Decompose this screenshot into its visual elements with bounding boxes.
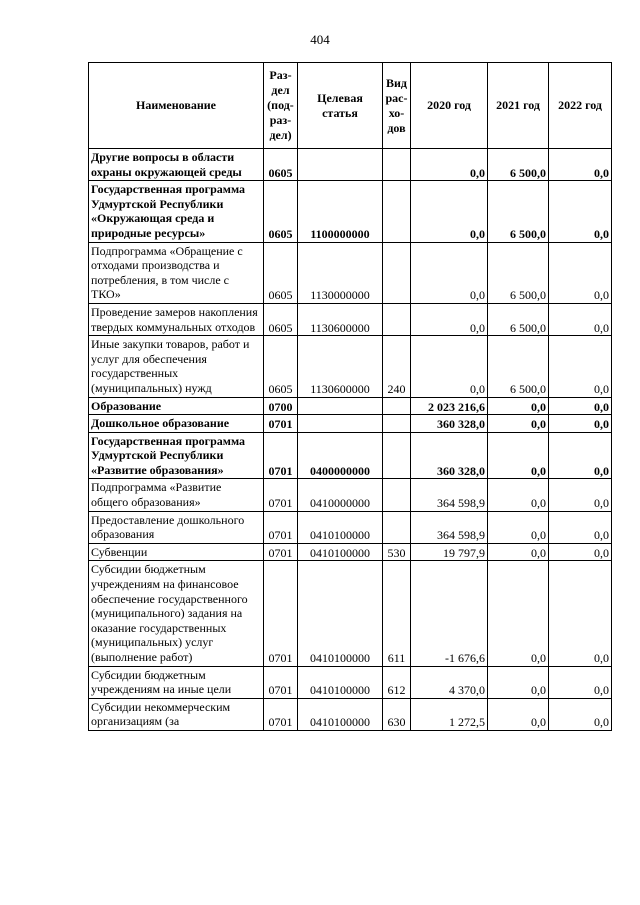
- row-2020-cell: 2 023 216,6: [411, 397, 488, 415]
- row-2021-cell: 0,0: [488, 479, 549, 511]
- row-2020-cell: 0,0: [411, 242, 488, 303]
- row-expense-type-cell: [383, 181, 411, 242]
- row-name-cell: Другие вопросы в области охраны окружающей среды: [89, 149, 264, 181]
- row-2021-cell: 0,0: [488, 432, 549, 479]
- row-expense-type-cell: 240: [383, 336, 411, 397]
- table-row: [89, 336, 612, 397]
- row-name-cell: Субсидии некоммерческим организациям (за: [89, 698, 264, 730]
- table-row: [89, 561, 612, 666]
- row-section-cell: 0605: [264, 303, 298, 335]
- header-2022: 2022 год: [549, 63, 612, 149]
- row-section-cell: 0701: [264, 415, 298, 433]
- row-2022-cell: 0,0: [549, 415, 612, 433]
- row-2022-cell: 0,0: [549, 181, 612, 242]
- row-name-cell: Иные закупки товаров, работ и услуг для обеспечения государственных (муниципальных) нужд: [89, 336, 264, 397]
- row-2021-cell: 0,0: [488, 397, 549, 415]
- table-row: [89, 149, 612, 181]
- row-name-cell: Субсидии бюджетным учреждениям на финансовое обеспечение государственного (муниципального) задания на оказание государственных (муниципальных) услуг (выполнение работ): [89, 561, 264, 666]
- row-expense-type-cell: [383, 415, 411, 433]
- row-name-cell: Субсидии бюджетным учреждениям на иные цели: [89, 666, 264, 698]
- row-2020-cell: 364 598,9: [411, 479, 488, 511]
- row-target-cell: 0400000000: [298, 432, 383, 479]
- table-row: [89, 397, 612, 415]
- table-row: [89, 479, 612, 511]
- row-section-cell: 0701: [264, 698, 298, 730]
- row-section-cell: 0605: [264, 181, 298, 242]
- row-2021-cell: 6 500,0: [488, 242, 549, 303]
- table-row: [89, 543, 612, 561]
- row-name-cell: Государственная программа Удмуртской Республики «Окружающая среда и природные ресурсы»: [89, 181, 264, 242]
- row-expense-type-cell: [383, 149, 411, 181]
- row-expense-type-cell: 612: [383, 666, 411, 698]
- row-section-cell: 0701: [264, 511, 298, 543]
- row-target-cell: 1130600000: [298, 336, 383, 397]
- row-2022-cell: 0,0: [549, 336, 612, 397]
- row-2022-cell: 0,0: [549, 303, 612, 335]
- row-name-cell: Подпрограмма «Развитие общего образования»: [89, 479, 264, 511]
- row-section-cell: 0701: [264, 432, 298, 479]
- row-target-cell: [298, 149, 383, 181]
- row-2020-cell: 364 598,9: [411, 511, 488, 543]
- header-section: Раз- дел (под- раз- дел): [264, 63, 298, 149]
- row-section-cell: 0701: [264, 543, 298, 561]
- table-row: [89, 242, 612, 303]
- row-expense-type-cell: [383, 397, 411, 415]
- row-section-cell: 0605: [264, 242, 298, 303]
- row-name-cell: Проведение замеров накопления твердых коммунальных отходов: [89, 303, 264, 335]
- table-header-row: [89, 63, 612, 149]
- table-row: [89, 698, 612, 730]
- row-2022-cell: 0,0: [549, 561, 612, 666]
- row-2021-cell: 0,0: [488, 561, 549, 666]
- row-2022-cell: 0,0: [549, 149, 612, 181]
- row-name-cell: Государственная программа Удмуртской Республики «Развитие образования»: [89, 432, 264, 479]
- row-expense-type-cell: [383, 479, 411, 511]
- table-row: [89, 432, 612, 479]
- row-2020-cell: 360 328,0: [411, 432, 488, 479]
- table-row: [89, 181, 612, 242]
- row-2021-cell: 0,0: [488, 666, 549, 698]
- row-2020-cell: 0,0: [411, 303, 488, 335]
- row-section-cell: 0701: [264, 561, 298, 666]
- row-2020-cell: -1 676,6: [411, 561, 488, 666]
- row-target-cell: [298, 397, 383, 415]
- row-2022-cell: 0,0: [549, 511, 612, 543]
- table-body: [89, 149, 612, 731]
- row-2020-cell: 1 272,5: [411, 698, 488, 730]
- row-2021-cell: 0,0: [488, 543, 549, 561]
- row-expense-type-cell: [383, 242, 411, 303]
- row-target-cell: 0410100000: [298, 561, 383, 666]
- row-target-cell: 0410000000: [298, 479, 383, 511]
- header-name: Наименование: [89, 63, 264, 149]
- row-2021-cell: 0,0: [488, 415, 549, 433]
- header-expense-type: Вид рас- хо- дов: [383, 63, 411, 149]
- table-row: [89, 415, 612, 433]
- row-expense-type-cell: [383, 432, 411, 479]
- row-name-cell: Дошкольное образование: [89, 415, 264, 433]
- budget-table: [88, 62, 612, 731]
- row-expense-type-cell: 530: [383, 543, 411, 561]
- header-2021: 2021 год: [488, 63, 549, 149]
- row-target-cell: 0410100000: [298, 666, 383, 698]
- row-section-cell: 0701: [264, 479, 298, 511]
- row-section-cell: 0605: [264, 336, 298, 397]
- row-2021-cell: 6 500,0: [488, 303, 549, 335]
- row-section-cell: 0700: [264, 397, 298, 415]
- row-2022-cell: 0,0: [549, 432, 612, 479]
- row-target-cell: 0410100000: [298, 511, 383, 543]
- row-2022-cell: 0,0: [549, 397, 612, 415]
- row-2021-cell: 6 500,0: [488, 181, 549, 242]
- row-name-cell: Образование: [89, 397, 264, 415]
- row-expense-type-cell: 630: [383, 698, 411, 730]
- row-2022-cell: 0,0: [549, 479, 612, 511]
- table-row: [89, 511, 612, 543]
- row-section-cell: 0701: [264, 666, 298, 698]
- row-target-cell: 1130600000: [298, 303, 383, 335]
- row-2022-cell: 0,0: [549, 242, 612, 303]
- row-2021-cell: 0,0: [488, 511, 549, 543]
- row-2020-cell: 360 328,0: [411, 415, 488, 433]
- row-2020-cell: 0,0: [411, 149, 488, 181]
- header-2020: 2020 год: [411, 63, 488, 149]
- row-target-cell: 0410100000: [298, 543, 383, 561]
- row-target-cell: 0410100000: [298, 698, 383, 730]
- row-expense-type-cell: [383, 511, 411, 543]
- row-2022-cell: 0,0: [549, 666, 612, 698]
- page-number: 404: [310, 32, 330, 47]
- row-target-cell: [298, 415, 383, 433]
- row-section-cell: 0605: [264, 149, 298, 181]
- row-target-cell: 1130000000: [298, 242, 383, 303]
- table-row: [89, 666, 612, 698]
- row-2020-cell: 19 797,9: [411, 543, 488, 561]
- table-row: [89, 303, 612, 335]
- row-name-cell: Предоставление дошкольного образования: [89, 511, 264, 543]
- row-2020-cell: 0,0: [411, 336, 488, 397]
- row-expense-type-cell: [383, 303, 411, 335]
- row-2022-cell: 0,0: [549, 543, 612, 561]
- row-2022-cell: 0,0: [549, 698, 612, 730]
- row-2021-cell: 6 500,0: [488, 149, 549, 181]
- row-expense-type-cell: 611: [383, 561, 411, 666]
- row-2021-cell: 6 500,0: [488, 336, 549, 397]
- row-2020-cell: 0,0: [411, 181, 488, 242]
- row-name-cell: Подпрограмма «Обращение с отходами производства и потребления, в том числе с ТКО»: [89, 242, 264, 303]
- row-name-cell: Субвенции: [89, 543, 264, 561]
- row-2021-cell: 0,0: [488, 698, 549, 730]
- row-2020-cell: 4 370,0: [411, 666, 488, 698]
- row-target-cell: 1100000000: [298, 181, 383, 242]
- header-target: Целевая статья: [298, 63, 383, 149]
